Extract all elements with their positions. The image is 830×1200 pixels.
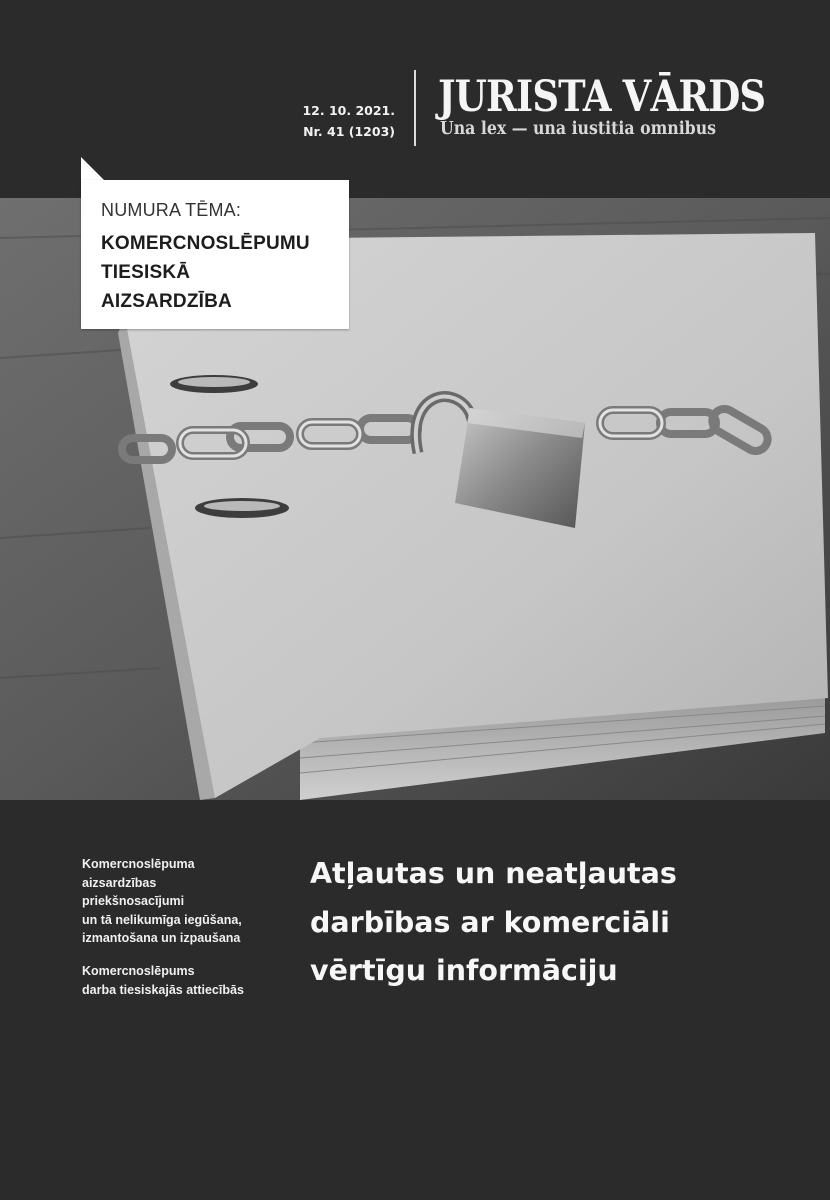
theme-box-tab <box>81 157 105 181</box>
masthead-motto: Una lex — una iustitia omnibus <box>440 119 717 139</box>
issue-date: 12. 10. 2021. <box>302 103 395 118</box>
issue-number: Nr. 41 (1203) <box>303 124 395 139</box>
article-list <box>82 855 302 1013</box>
article-teaser-line: Komercnoslēpums <box>82 963 195 978</box>
headline-line: darbības ar komerciāli <box>310 905 670 939</box>
theme-box <box>81 180 349 329</box>
article-teaser-line: priekšnosacījumi <box>82 894 185 909</box>
article-teaser-line: aizsardzības <box>82 875 157 890</box>
article-teaser <box>82 962 302 999</box>
masthead-title: JURISTA VĀRDS <box>438 72 766 122</box>
cover-headline <box>310 850 810 996</box>
article-teaser-line: un tā nelikumīga iegūšana, <box>82 912 242 927</box>
article-teaser <box>82 855 302 948</box>
article-teaser-line: izmantošana un izpaušana <box>82 931 241 946</box>
theme-title <box>101 229 346 316</box>
article-teaser-line: Komercnoslēpuma <box>82 857 195 871</box>
headline-line: vērtīgu informāciju <box>310 954 618 987</box>
headline-line: Atļautas un neatļautas <box>310 857 677 890</box>
masthead-divider <box>414 70 416 146</box>
article-teaser-line: darba tiesiskajās attiecībās <box>82 982 244 997</box>
theme-label: NUMURA TĒMA: <box>101 200 242 220</box>
theme-title-line: KOMERCNOSLĒPUMU <box>101 233 310 254</box>
issue-info <box>302 100 395 142</box>
theme-title-line: TIESISKĀ <box>101 262 191 283</box>
theme-title-line: AIZSARDZĪBA <box>101 291 232 312</box>
